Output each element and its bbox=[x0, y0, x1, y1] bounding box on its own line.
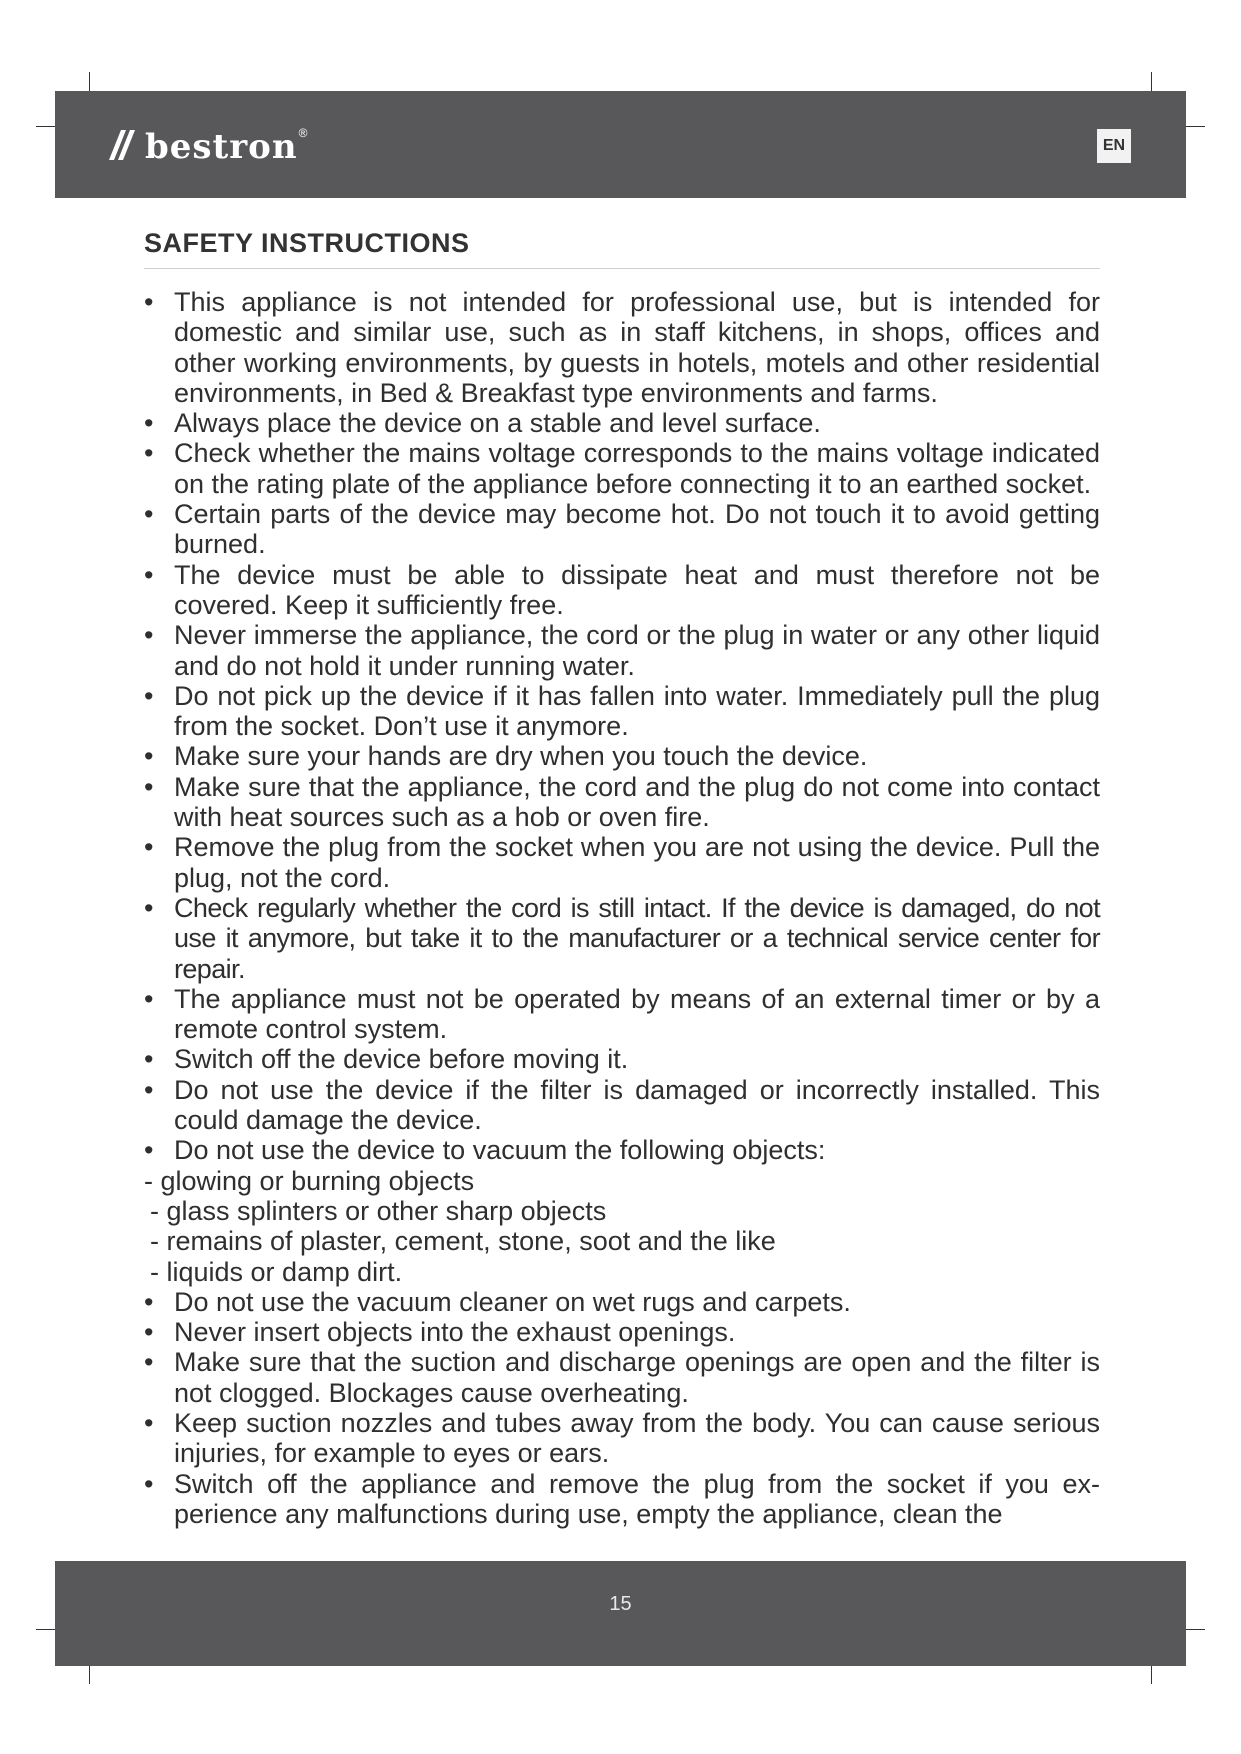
section-title: SAFETY INSTRUCTIONS bbox=[144, 228, 470, 258]
safety-instructions bbox=[144, 287, 1100, 1529]
list-item: • Check regularly whether the cord is still intact. If the device is damaged, do not use it anymore, but take it to the manufacturer or a technical service center for repair. bbox=[144, 893, 1100, 984]
list-item: • Do not use the vacuum cleaner on wet rugs and carpets. bbox=[144, 1287, 1100, 1317]
exclusion-item: - glass splinters or other sharp objects bbox=[150, 1195, 607, 1226]
list-item: • Do not use the device to vacuum the following objects: bbox=[144, 1135, 1100, 1165]
list-item: • Switch off the device before moving it. bbox=[144, 1044, 1100, 1074]
list-item: • Make sure that the suction and discharge openings are open and the filter is not clogged. Blockages cause overheating. bbox=[144, 1347, 1100, 1408]
exclusion-item: - remains of plaster, cement, stone, soot and the like bbox=[150, 1226, 776, 1257]
list-item: • The appliance must not be operated by means of an external timer or by a remote control system. bbox=[144, 984, 1100, 1045]
list-item: • Remove the plug from the socket when you are not using the device. Pull the plug, not the cord. bbox=[144, 832, 1100, 893]
brand-logo bbox=[107, 91, 307, 198]
title-divider bbox=[144, 268, 1100, 269]
list-item: • Certain parts of the device may become hot. Do not touch it to avoid getting burned. bbox=[144, 499, 1100, 560]
list-item: • Do not use the device if the filter is damaged or incorrectly installed. This could damage the device. bbox=[144, 1075, 1100, 1136]
footer-bar bbox=[55, 1561, 1186, 1666]
list-item: • Never immerse the appliance, the cord or the plug in water or any other liquid and do not hold it under running water. bbox=[144, 620, 1100, 681]
list-item: • Never insert objects into the exhaust openings. bbox=[144, 1317, 1100, 1347]
list-item: • Make sure your hands are dry when you touch the device. bbox=[144, 741, 1100, 771]
list-item: • Do not pick up the device if it has fallen into water. Immediately pull the plug from the socket. Don’t use it anymore. bbox=[144, 681, 1100, 742]
exclusion-item: - glowing or burning objects bbox=[144, 1165, 475, 1196]
page-number: 15 bbox=[609, 1593, 632, 1615]
instruction-list bbox=[144, 287, 1100, 1166]
list-item: • Switch off the appliance and remove the plug from the socket if you ex-perience any malfunctions during use, empty the appliance, clean the bbox=[144, 1469, 1100, 1530]
list-item: • Keep suction nozzles and tubes away from the body. You can cause serious injuries, for example to eyes or ears. bbox=[144, 1408, 1100, 1469]
header-bar bbox=[55, 91, 1186, 198]
vacuum-exclusion-list bbox=[144, 1166, 1100, 1287]
brand-chevron-icon bbox=[107, 128, 137, 162]
brand-registered-mark: ® bbox=[298, 125, 308, 140]
list-item: • The device must be able to dissipate heat and must therefore not be covered. Keep it sufficiently free. bbox=[144, 560, 1100, 621]
brand-name: bestron bbox=[145, 126, 298, 167]
language-badge: EN bbox=[1097, 129, 1131, 163]
list-item: • This appliance is not intended for professional use, but is intended for domestic and similar use, such as in staff kitchens, in shops, offices and other working environments, by guests in hotels, motels and other residential environments, in Bed & Breakfast type environments and farms. bbox=[144, 287, 1100, 408]
list-item: • Always place the device on a stable and level surface. bbox=[144, 408, 1100, 438]
exclusion-item: - liquids or damp dirt. bbox=[150, 1256, 403, 1287]
instruction-list-continued bbox=[144, 1287, 1100, 1529]
list-item: • Check whether the mains voltage corresponds to the mains voltage indicated on the rating plate of the appliance before connecting it to an earthed socket. bbox=[144, 438, 1100, 499]
list-item: • Make sure that the appliance, the cord and the plug do not come into contact with heat sources such as a hob or oven fire. bbox=[144, 772, 1100, 833]
